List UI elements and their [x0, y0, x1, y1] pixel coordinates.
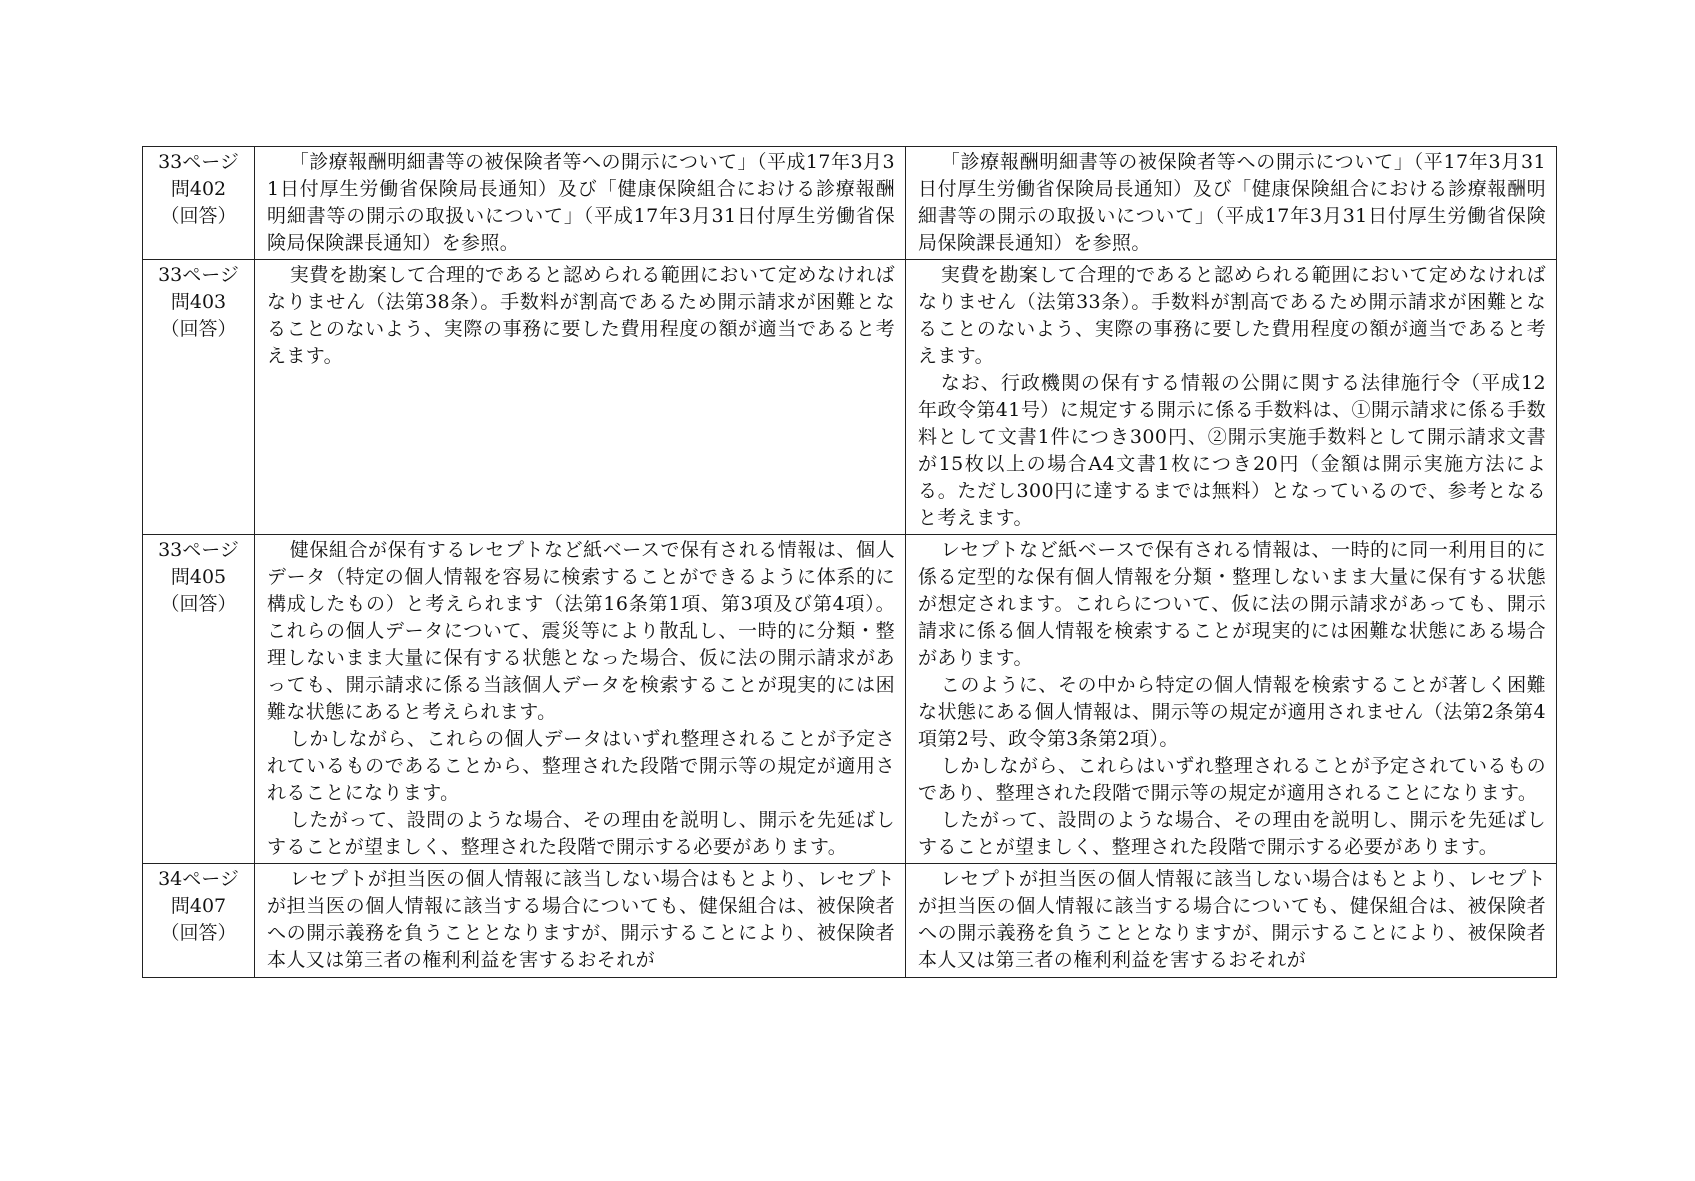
paragraph: レセプトなど紙ベースで保有される情報は、一時的に同一利用目的に係る定型的な保有個人情報を分類・整理しないまま大量に保有する状態が想定されます。これらについて、仮に法の開示請求があっても、開示請求に係る個人情報を検索することが現実的には困難な状態にある場合があります。 — [918, 539, 1546, 669]
answer-label: （回答） — [160, 593, 237, 615]
revised-text-cell — [255, 147, 906, 260]
current-text-cell — [906, 864, 1557, 978]
page-ref: 33ページ — [158, 264, 239, 286]
paragraph: 実費を勘案して合理的であると認められる範囲において定めなければなりません（法第38条）。手数料が割高であるため開示請求が困難となることのないよう、実際の事務に要した費用程度の額が適当であると考えます。 — [267, 264, 895, 367]
question-number: 問405 — [170, 566, 227, 588]
paragraph: レセプトが担当医の個人情報に該当しない場合はもとより、レセプトが担当医の個人情報に該当する場合についても、健保組合は、被保険者への開示義務を負うこととなりますが、開示することにより、被保険者本人又は第三者の権利利益を害するおそれが — [918, 868, 1546, 971]
answer-label: （回答） — [160, 318, 237, 340]
paragraph: 実費を勘案して合理的であると認められる範囲において定めなければなりません（法第33条）。手数料が割高であるため開示請求が困難となることのないよう、実際の事務に要した費用程度の額が適当であると考えます。 — [918, 264, 1546, 367]
question-number: 問402 — [170, 178, 227, 200]
answer-label: （回答） — [160, 922, 237, 944]
reference-cell — [143, 147, 255, 260]
revised-text-cell — [255, 260, 906, 535]
revised-text-cell — [255, 535, 906, 864]
reference-cell — [143, 864, 255, 978]
answer-label: （回答） — [160, 205, 237, 227]
reference-cell — [143, 260, 255, 535]
question-number: 問407 — [170, 895, 227, 917]
revised-text-cell — [255, 864, 906, 978]
paragraph: レセプトが担当医の個人情報に該当しない場合はもとより、レセプトが担当医の個人情報に該当する場合についても、健保組合は、被保険者への開示義務を負うこととなりますが、開示することにより、被保険者本人又は第三者の権利利益を害するおそれが — [267, 868, 895, 971]
page-ref: 33ページ — [158, 151, 239, 173]
current-text-cell — [906, 535, 1557, 864]
paragraph: このように、その中から特定の個人情報を検索することが著しく困難な状態にある個人情報は、開示等の規定が適用されません（法第2条第4項第2号、政令第3条第2項）。 — [918, 674, 1546, 750]
table-row-q402 — [143, 147, 1557, 260]
paragraph: 「診療報酬明細書等の被保険者等への開示について」（平成17年3月31日付厚生労働省保険局長通知）及び「健康保険組合における診療報酬明細書等の開示の取扱いについて」（平成17年3月31日付厚生労働省保険局保険課長通知）を参照。 — [267, 151, 895, 254]
paragraph: 「診療報酬明細書等の被保険者等への開示について」（平17年3月31日付厚生労働省保険局長通知）及び「健康保険組合における診療報酬明細書等の開示の取扱いについて」（平成17年3月31日付厚生労働省保険局保険課長通知）を参照。 — [918, 151, 1546, 254]
comparison-table — [142, 146, 1557, 978]
page-ref: 34ページ — [158, 868, 239, 890]
table-row-q407 — [143, 864, 1557, 978]
question-number: 問403 — [170, 291, 227, 313]
paragraph: したがって、設問のような場合、その理由を説明し、開示を先延ばしすることが望ましく、整理された段階で開示する必要があります。 — [267, 809, 895, 858]
table-row-q403 — [143, 260, 1557, 535]
paragraph: しかしながら、これらはいずれ整理されることが予定されているものであり、整理された段階で開示等の規定が適用されることになります。 — [918, 755, 1546, 804]
paragraph: 健保組合が保有するレセプトなど紙ベースで保有される情報は、個人データ（特定の個人情報を容易に検索することができるように体系的に構成したもの）と考えられます（法第16条第1項、第3項及び第4項）。これらの個人データについて、震災等により散乱し、一時的に分類・整理しないまま大量に保有する状態となった場合、仮に法の開示請求があっても、開示請求に係る当該個人データを検索することが現実的には困難な状態にあると考えられます。 — [267, 539, 895, 723]
current-text-cell — [906, 147, 1557, 260]
paragraph: なお、行政機関の保有する情報の公開に関する法律施行令（平成12年政令第41号）に規定する開示に係る手数料は、①開示請求に係る手数料として文書1件につき300円、②開示実施手数料として開示請求文書が15枚以上の場合A4文書1枚につき20円（金額は開示実施方法による。ただし300円に達するまでは無料）となっているので、参考となると考えます。 — [918, 372, 1546, 529]
table-row-q405 — [143, 535, 1557, 864]
paragraph: しかしながら、これらの個人データはいずれ整理されることが予定されているものであることから、整理された段階で開示等の規定が適用されることになります。 — [267, 728, 895, 804]
reference-cell — [143, 535, 255, 864]
paragraph: したがって、設問のような場合、その理由を説明し、開示を先延ばしすることが望ましく、整理された段階で開示する必要があります。 — [918, 809, 1546, 858]
current-text-cell — [906, 260, 1557, 535]
page-ref: 33ページ — [158, 539, 239, 561]
